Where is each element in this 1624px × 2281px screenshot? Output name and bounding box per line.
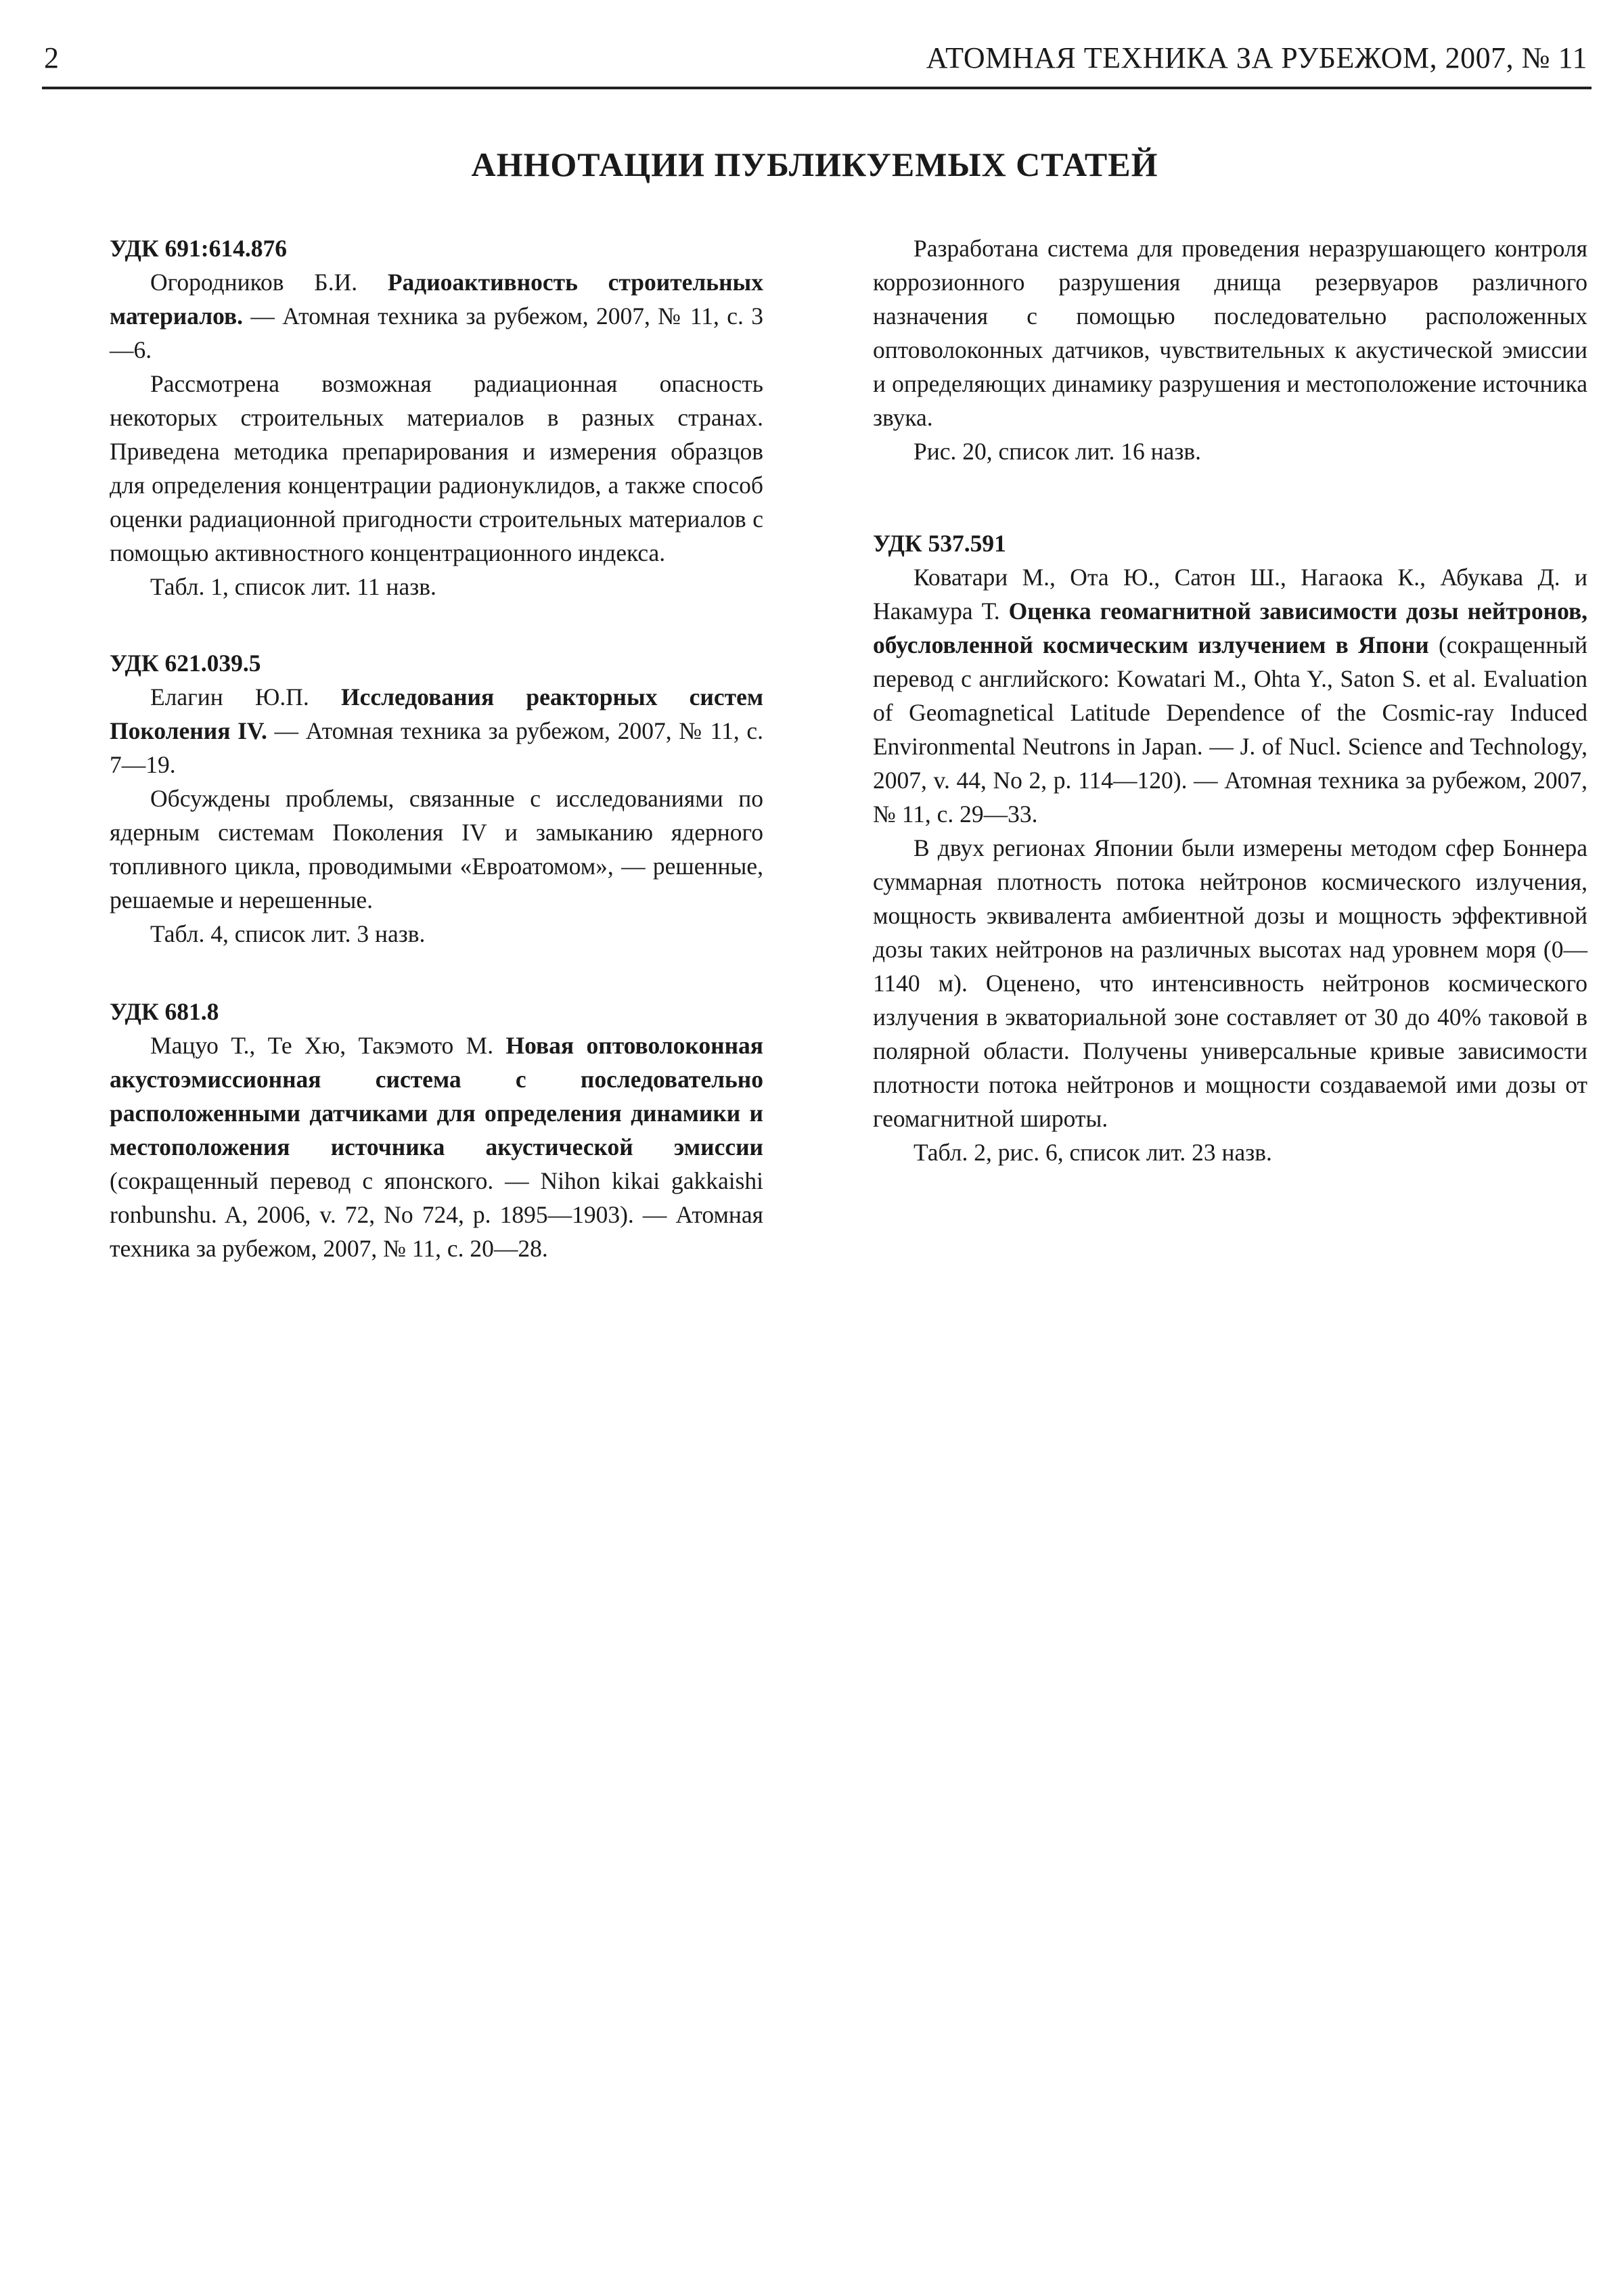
article-reference — [110, 265, 763, 367]
article-2 — [110, 646, 763, 951]
article-1 — [110, 231, 763, 604]
authors: Коватари М., Ота Ю., Сатон Ш., Нагаока К., Абукава Д. и Накамура Т. — [873, 564, 1587, 625]
citation: (сокращенный перевод с английского: Kowatari M., Ohta Y., Saton S. et al. Evaluation of Geomagnetical Latitude Dependence of the Cosmic-ray Induced Environmental Neutrons in Japan. — J. of Nucl. Science and Technology, 2007, v. 44, No 2, p. 114—120). — Атомная техника за рубежом, 2007, № 11, с. 29—33. — [873, 631, 1587, 828]
article-title: Радиоактивность строительных материалов. — [110, 269, 763, 330]
article-note: Рис. 20, список лит. 16 назв. — [914, 438, 1201, 465]
article-reference — [110, 680, 763, 782]
udk-code: УДК 537.591 — [873, 530, 1006, 557]
citation: (сокращенный перевод с японского. — Nihon kikai gakkaishi ronbunshu. A, 2006, v. 72, No 724, p. 1895—1903). — Атомная техника за рубежом, 2007, № 11, с. 20—28. — [110, 1167, 763, 1262]
article-note: Табл. 1, список лит. 11 назв. — [150, 573, 436, 600]
authors: Огородников Б.И. — [150, 269, 358, 296]
article-title: Новая оптоволоконная акустоэмиссионная система с последовательно расположенными датчиками для определения динамики и местоположения источника акустической эмиссии — [110, 1032, 764, 1160]
citation: — Атомная техника за рубежом, 2007, № 11, с. 7—19. — [110, 717, 764, 778]
page-number: 2 — [44, 41, 59, 74]
abstract: В двух регионах Японии были измерены методом сфер Боннера суммарная плотность потока нейтронов космического излучения, мощность эквивалента амбиентной дозы и мощность эффективной дозы таких нейтронов на различных высотах над уровнем моря (0—1140 м). Оценено, что интенсивность нейтронов космического излучения в экваториальной зоне составляет от 30 до 40% таковой в полярной области. Получены универсальные кривые зависимости плотности потока нейтронов и мощности создаваемой ими дозы от геомагнитной широты. — [873, 834, 1587, 1132]
citation: — Атомная техника за рубежом, 2007, № 11, с. 3—6. — [110, 302, 764, 363]
article-3-continued — [873, 231, 1587, 468]
article-note: Табл. 4, список лит. 3 назв. — [150, 920, 426, 947]
abstract: Обсуждены проблемы, связанные с исследованиями по ядерным системам Поколения IV и замыканию ядерного топливного цикла, проводимыми «Евроатомом», — решенные, решаемые и нерешенные. — [110, 785, 763, 913]
article-note: Табл. 2, рис. 6, список лит. 23 назв. — [914, 1139, 1272, 1166]
udk-code: УДК 681.8 — [110, 998, 219, 1025]
page-title: АННОТАЦИИ ПУБЛИКУЕМЫХ СТАТЕЙ — [471, 145, 1158, 183]
header-rule — [42, 87, 1592, 89]
authors: Мацуо Т., Те Хю, Такэмото М. — [150, 1032, 494, 1059]
abstract: Рассмотрена возможная радиационная опасность некоторых строительных материалов в разных странах. Приведена методика препарирования и измерения образцов для определения концентрации радионуклидов, а также способ оценки радиационной пригодности строительных материалов с помощью активностного концентрационного индекса. — [110, 370, 763, 566]
udk-code: УДК 621.039.5 — [110, 650, 261, 677]
article-4 — [873, 526, 1587, 1169]
article-reference — [873, 560, 1587, 831]
article-3 — [110, 995, 763, 1265]
abstract: Разработана система для проведения неразрушающего контроля коррозионного разрушения днища резервуаров различного назначения с помощью последовательно расположенных оптоволоконных датчиков, чувствительных к акустической эмиссии и определяющих динамику разрушения и местоположение источника звука. — [873, 235, 1587, 431]
article-title: Исследования реакторных систем Поколения IV. — [110, 683, 764, 744]
article-reference — [110, 1029, 763, 1265]
authors: Елагин Ю.П. — [150, 683, 309, 710]
udk-code: УДК 691:614.876 — [110, 235, 287, 262]
running-header: АТОМНАЯ ТЕХНИКА ЗА РУБЕЖОМ, 2007, № 11 — [926, 41, 1587, 74]
article-title: Оценка геомагнитной зависимости дозы нейтронов, обусловленной космическим излучением в Япони — [873, 597, 1588, 658]
